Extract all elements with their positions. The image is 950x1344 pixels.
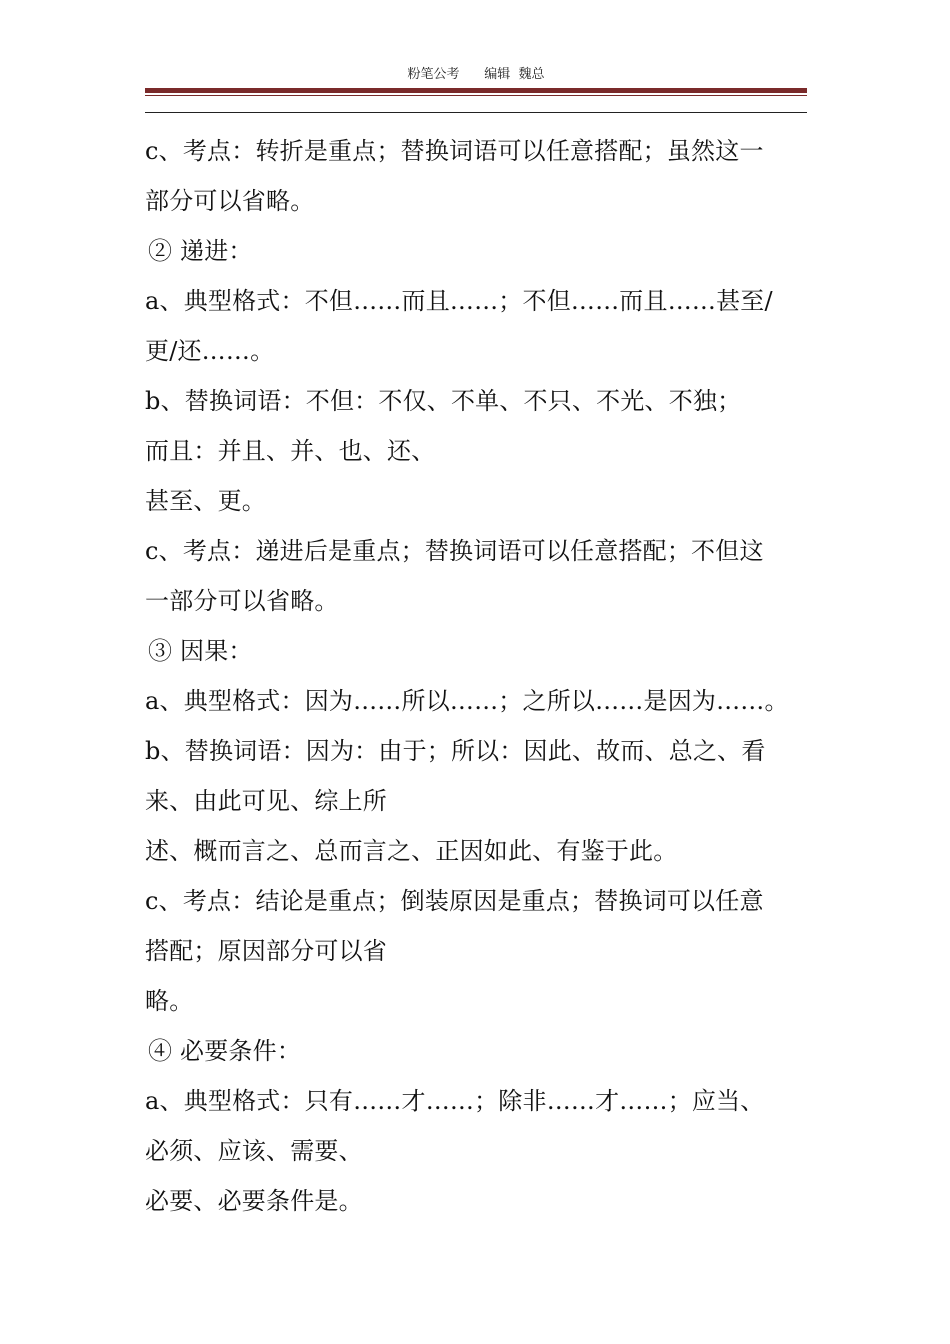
header-rule-thin xyxy=(145,95,807,96)
page-header: 粉笔公考 编辑 魏总 xyxy=(407,67,545,82)
text-line: 来、由此可见、综上所 xyxy=(145,787,387,815)
text-line: b、替换词语：因为：由于；所以：因此、故而、总之、看 xyxy=(145,737,766,765)
text-line: 而且：并且、并、也、还、 xyxy=(145,437,436,465)
header-rule-bottom xyxy=(145,112,807,113)
text-line: 部分可以省略。 xyxy=(145,187,315,215)
section-heading-necessary-condition: ④ 必要条件： xyxy=(148,1037,302,1065)
text-line: c、考点：转折是重点；替换词语可以任意搭配；虽然这一 xyxy=(145,137,764,165)
text-line: 搭配；原因部分可以省 xyxy=(145,937,387,965)
section-heading-causal: ③ 因果： xyxy=(148,637,253,665)
text-line: 必要、必要条件是。 xyxy=(145,1187,363,1215)
text-line: c、考点：结论是重点；倒装原因是重点；替换词可以任意 xyxy=(145,887,764,915)
header-rule-thick xyxy=(145,88,807,93)
text-line: a、典型格式：因为……所以……；之所以……是因为……。 xyxy=(145,687,789,715)
text-line: 甚至、更。 xyxy=(145,487,266,515)
section-heading-progressive: ② 递进： xyxy=(148,237,253,265)
text-line: a、典型格式：不但……而且……；不但……而且……甚至/ xyxy=(145,287,773,315)
text-line: 更/还……。 xyxy=(145,337,275,365)
text-line: 略。 xyxy=(145,987,194,1015)
text-line: 述、概而言之、总而言之、正因如此、有鉴于此。 xyxy=(145,837,678,865)
text-line: 必须、应该、需要、 xyxy=(145,1137,363,1165)
text-line: c、考点：递进后是重点；替换词语可以任意搭配；不但这 xyxy=(145,537,764,565)
document-body xyxy=(145,126,815,1226)
text-line: 一部分可以省略。 xyxy=(145,587,339,615)
text-line: b、替换词语：不但：不仅、不单、不只、不光、不独； xyxy=(145,387,742,415)
text-line: a、典型格式：只有……才……；除非……才……；应当、 xyxy=(145,1087,765,1115)
